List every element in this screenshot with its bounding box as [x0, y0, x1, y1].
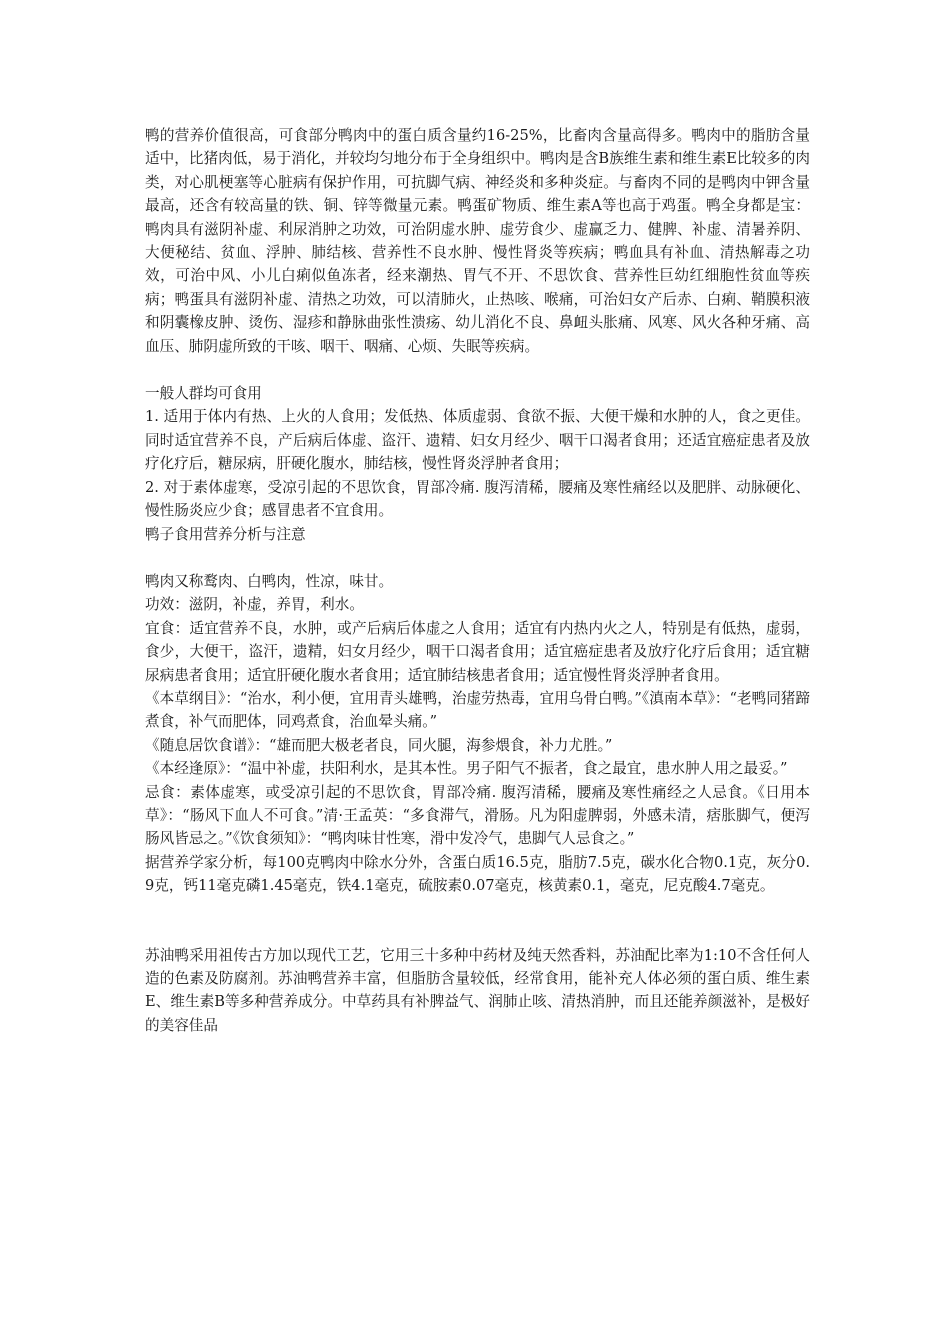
bencao-gangmu-quote: 《本草纲目》：“治水，利小便，宜用青头雄鸭，治虚劳热毒，宜用乌骨白鸭。”《滇南本草》：“老鸭同猪蹄煮食，补气而肥体，同鸡煮食，治血晕头痛。”	[145, 689, 810, 731]
suixiju-quote: 《随息居饮食谱》：“雄而肥大极老者良，同火腿，海参煨食，补力尤胜。”	[145, 736, 613, 754]
spacer	[145, 546, 810, 570]
spacer	[145, 898, 810, 944]
nutrition-analysis-paragraph: 据营养学家分析，每100克鸭肉中除水分外，含蛋白质16.5克，脂肪7.5克，碳水化合物0.1克，灰分0.9克，钙11毫克磷1.45毫克，铁4.1毫克，硫胺素0.07毫克，核黄素0.1，毫克，尼克酸4.7毫克。	[145, 853, 810, 895]
suitable-diet-paragraph: 宜食：适宜营养不良，水肿，或产后病后体虚之人食用；适宜有内热内火之人，特别是有低热，虚弱，食少，大便干，盗汗，遗精，妇女月经少，咽干口渴者食用；适宜癌症患者及放疗化疗后食用；适宜糖尿病患者食用；适宜肝硬化腹水者食用；适宜肺结核患者食用；适宜慢性肾炎浮肿者食用。	[145, 619, 810, 684]
nutrition-notes-subheading: 鸭子食用营养分析与注意	[145, 525, 306, 543]
general-population-heading: 一般人群均可食用	[145, 385, 262, 403]
spacer	[145, 358, 810, 382]
unsuitable-people-item-2: 2. 对于素体虚寒，受凉引起的不思饮食，胃部冷痛. 腹泻清稀，腰痛及寒性痛经以及肥胖、动脉硬化、慢性肠炎应少食；感冒患者不宜食用。	[145, 478, 810, 520]
duck-alias-line: 鸭肉又称鹜肉、白鸭肉，性凉，味甘。	[145, 572, 394, 590]
avoid-diet-paragraph: 忌食：素体虚寒，或受凉引起的不思饮食，胃部冷痛. 腹泻清稀，腰痛及寒性痛经之人忌食。《日用本草》：“肠风下血人不可食。”清·王孟英：“多食滞气，滑肠。凡为阳虚脾弱，外感未清，痞胀脚气，便泻肠风皆忌之。”《饮食须知》：“鸭肉味甘性寒，滑中发冷气，患脚气人忌食之。”	[145, 783, 810, 848]
suyou-duck-paragraph: 苏油鸭采用祖传古方加以现代工艺，它用三十多种中药材及纯天然香料，苏油配比率为1:10不含任何人造的色素及防腐剂。苏油鸭营养丰富，但脂肪含量较低，经常食用，能补充人体必须的蛋白质、维生素E、维生素B等多种营养成分。中草药具有补脾益气、润肺止咳、清热消肿，而且还能养颜滋补，是极好的美容佳品	[145, 946, 810, 1034]
duck-nutrition-paragraph: 鸭的营养价值很高，可食部分鸭肉中的蛋白质含量约16-25%，比畜肉含量高得多。鸭肉中的脂肪含量适中，比猪肉低，易于消化，并较均匀地分布于全身组织中。鸭肉是含B族维生素和维生素E比较多的肉类，对心肌梗塞等心脏病有保护作用，可抗脚气病、神经炎和多种炎症。与畜肉不同的是鸭肉中钾含量最高，还含有较高量的铁、铜、锌等微量元素。鸭蛋矿物质、维生素A等也高于鸡蛋。鸭全身都是宝：鸭肉具有滋阴补虚、利尿消肿之功效，可治阴虚水肿、虚劳食少、虚赢乏力、健脾、补虚、清暑养阴、大便秘结、贫血、浮肿、肺结核、营养性不良水肿、慢性肾炎等疾病；鸭血具有补血、清热解毒之功效，可治中风、小儿白痢似鱼冻者，经来潮热、胃气不开、不思饮食、营养性巨幼红细胞性贫血等疾病；鸭蛋具有滋阴补虚、清热之功效，可以清肺火，止热咳、喉痛，可治妇女产后赤、白痢、鞘膜积液和阴囊橡皮肿、烫伤、湿疹和静脉曲张性溃疡、幼儿消化不良、鼻衄头胀痛、风寒、风火各种牙痛、高血压、肺阴虚所致的干咳、咽干、咽痛、心烦、失眠等疾病。	[145, 127, 810, 355]
suitable-people-item-1: 1. 适用于体内有热、上火的人食用；发低热、体质虚弱、食欲不振、大便干燥和水肿的人，食之更佳。同时适宜营养不良，产后病后体虚、盗汗、遗精、妇女月经少、咽干口渴者食用；还适宜癌症患者及放疗化疗后，糖尿病，肝硬化腹水，肺结核，慢性肾炎浮肿者食用；	[145, 408, 810, 473]
document-page	[145, 124, 810, 1037]
benjing-fengyuan-quote: 《本经逢原》：“温中补虚，扶阳利水，是其本性。男子阳气不振者，食之最宜，患水肿人用之最妥。”	[145, 760, 788, 778]
duck-effect-line: 功效：滋阴，补虚，养胃，利水。	[145, 596, 364, 614]
